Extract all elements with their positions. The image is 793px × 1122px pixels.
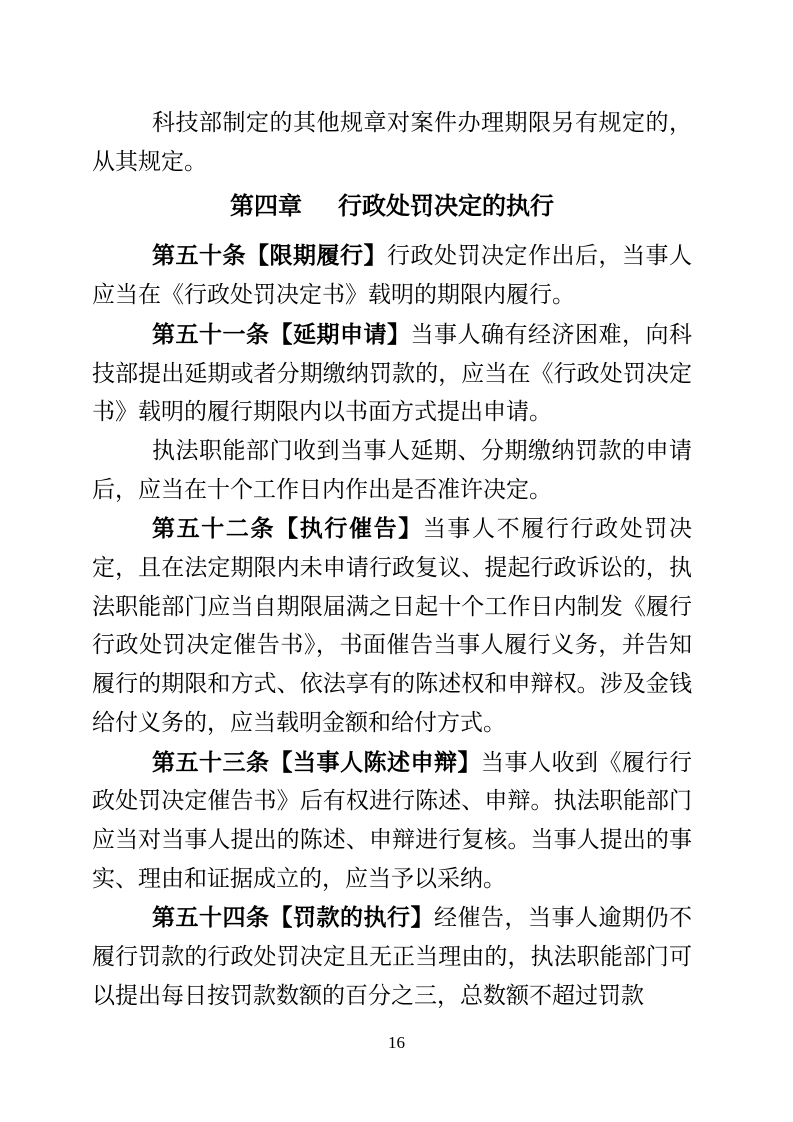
article-51-subparagraph-text: 执法职能部门收到当事人延期、分期缴纳罚款的申请后，应当在十个工作日内作出是否准许决定。 (92, 437, 692, 502)
article-51-text: 当事人确有经济困难，向科技部提出延期或者分期缴纳罚款的，应当在《行政处罚决定书》载明的履行期限内以书面方式提出申请。 (92, 321, 692, 425)
article-50-text: 行政处罚决定作出后，当事人应当在《行政处罚决定书》载明的期限内履行。 (92, 243, 692, 308)
page-number: 16 (388, 1033, 405, 1052)
article-54-paragraph (92, 898, 692, 1015)
article-53-text: 当事人收到《履行行政处罚决定催告书》后有权进行陈述、申辩。执法职能部门应当对当事人提出的陈述、申辩进行复核。当事人提出的事实、理由和证据成立的，应当予以采纳。 (92, 749, 692, 891)
article-51-label: 第五十一条【延期申请】 (152, 320, 411, 347)
article-54-text: 经催告，当事人逾期仍不履行罚款的行政处罚决定且无正当理由的，执法职能部门可以提出每日按罚款数额的百分之三，总数额不超过罚款 (92, 905, 692, 1008)
article-51-paragraph (92, 315, 692, 432)
article-53-label: 第五十三条【当事人陈述申辩】 (152, 748, 481, 775)
article-50-paragraph (92, 236, 692, 314)
article-50-label: 第五十条【限期履行】 (152, 242, 387, 269)
article-54-label: 第五十四条【罚款的执行】 (152, 904, 434, 931)
chapter-title: 行政处罚决定的执行 (338, 193, 554, 221)
paragraph-continuation (92, 104, 692, 181)
article-51-subparagraph (92, 432, 692, 509)
chapter-heading (92, 187, 692, 227)
article-53-paragraph (92, 743, 692, 899)
paragraph-continuation-text: 科技部制定的其他规章对案件办理期限另有规定的，从其规定。 (92, 110, 692, 174)
chapter-number: 第四章 (230, 193, 302, 221)
document-content (92, 104, 692, 1015)
article-52-text: 当事人不履行行政处罚决定，且在法定期限内未申请行政复议、提起行政诉讼的，执法职能部门应当自期限届满之日起十个工作日内制发《履行行政处罚决定催告书》，书面催告当事人履行义务，并告知履行的期限和方式、依法享有的陈述权和申辩权。涉及金钱给付义务的，应当载明金额和给付方式。 (92, 516, 693, 735)
article-52-label: 第五十二条【执行催告】 (152, 515, 423, 542)
article-52-paragraph (92, 509, 692, 742)
